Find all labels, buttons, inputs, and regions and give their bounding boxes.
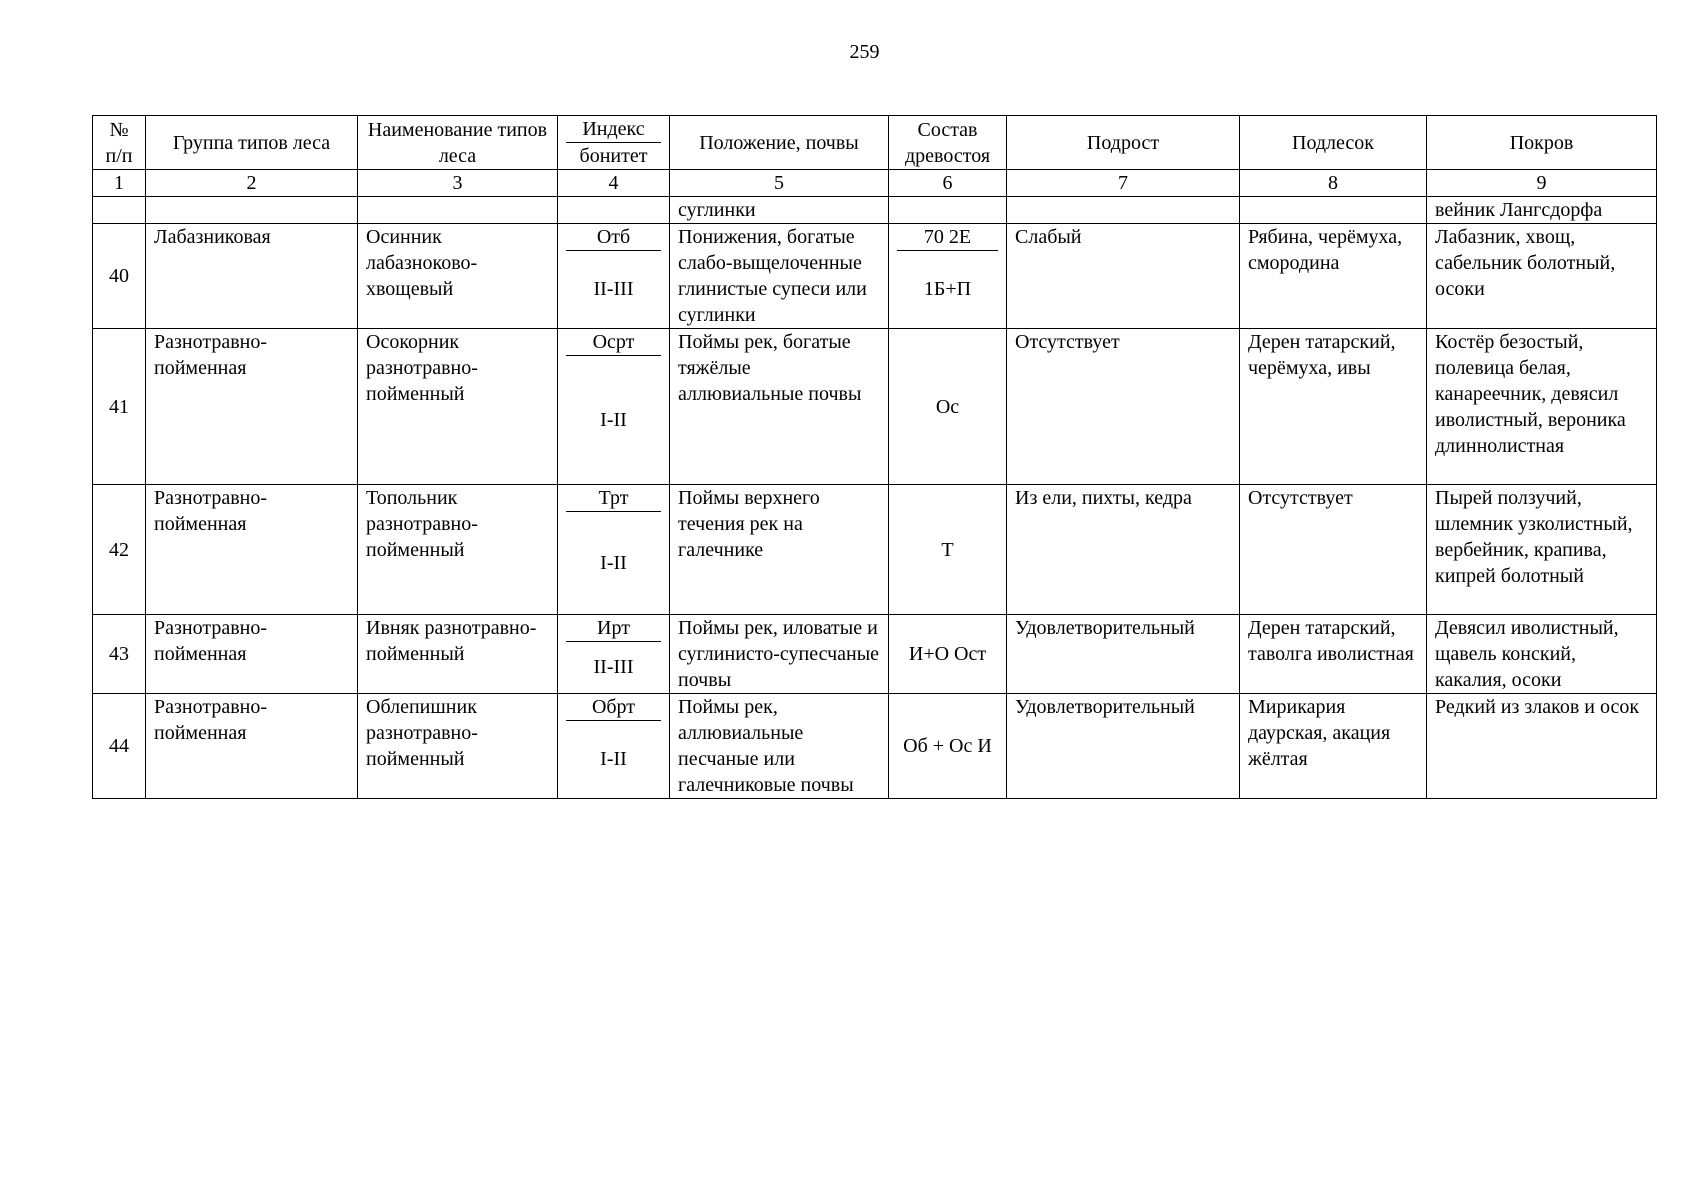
cell-number: 44 xyxy=(93,694,146,799)
cell-undergrowth: Из ели, пихты, кедра xyxy=(1007,485,1240,615)
cell-empty xyxy=(558,197,670,224)
header-group: Группа типов леса xyxy=(146,116,358,170)
cell-number: 42 xyxy=(93,485,146,615)
cell-soil: суглинки xyxy=(670,197,889,224)
header-index: Индекс xyxy=(566,116,661,143)
cell-group: Лабазниковая xyxy=(146,224,358,329)
col-number-9: 9 xyxy=(1427,170,1657,197)
cell-composition: Об + Ос И xyxy=(889,694,1007,799)
cell-type-name: Осинник лабазноково-хвощевый xyxy=(358,224,558,329)
cell-composition: И+О Ост xyxy=(889,615,1007,694)
cell-soil: Поймы верхнего течения рек на галечнике xyxy=(670,485,889,615)
cell-underbrush: Рябина, черёмуха, смородина xyxy=(1240,224,1427,329)
cell-composition xyxy=(889,224,1007,329)
cell-cover: Костёр безостый, полевица белая, канареечник, девясил иволистный, вероника длиннолистная xyxy=(1427,329,1657,485)
header-number: № п/п xyxy=(93,116,146,170)
col-number-2: 2 xyxy=(146,170,358,197)
header-soil: Положение, почвы xyxy=(670,116,889,170)
header-bonitet: бонитет xyxy=(579,145,648,167)
cell-cover: вейник Лангсдорфа xyxy=(1427,197,1657,224)
cell-number: 43 xyxy=(93,615,146,694)
cell-index-bonitet xyxy=(558,615,670,694)
table-row xyxy=(93,615,1657,694)
cell-undergrowth: Удовлетворительный xyxy=(1007,615,1240,694)
cell-type-name: Облепишник разнотравно-пойменный xyxy=(358,694,558,799)
cell-empty xyxy=(1240,197,1427,224)
cell-underbrush: Дерен татарский, таволга иволистная xyxy=(1240,615,1427,694)
col-number-4: 4 xyxy=(558,170,670,197)
cell-composition: Ос xyxy=(889,329,1007,485)
header-composition: Состав древостоя xyxy=(889,116,1007,170)
cell-empty xyxy=(93,197,146,224)
cell-index: Ирт xyxy=(566,615,661,642)
col-number-7: 7 xyxy=(1007,170,1240,197)
cell-composition-top: 70 2Е xyxy=(897,224,998,251)
cell-index: Обрт xyxy=(566,694,661,721)
col-number-6: 6 xyxy=(889,170,1007,197)
cell-soil: Поймы рек, аллювиальные песчаные или галечниковые почвы xyxy=(670,694,889,799)
cell-undergrowth: Удовлетворительный xyxy=(1007,694,1240,799)
cell-composition-bottom: 1Б+П xyxy=(923,278,972,300)
cell-index: Отб xyxy=(566,224,661,251)
cell-type-name: Ивняк разнотравно-пойменный xyxy=(358,615,558,694)
cell-underbrush: Мирикария даурская, акация жёлтая xyxy=(1240,694,1427,799)
cell-soil: Поймы рек, иловатые и суглинисто-супесчаные почвы xyxy=(670,615,889,694)
header-underbrush: Подлесок xyxy=(1240,116,1427,170)
table-row xyxy=(93,485,1657,615)
cell-bonitet: II-III xyxy=(593,278,634,300)
cell-type-name: Осокорник разнотравно-пойменный xyxy=(358,329,558,485)
cell-underbrush: Дерен татарский, черёмуха, ивы xyxy=(1240,329,1427,485)
cell-undergrowth: Слабый xyxy=(1007,224,1240,329)
col-number-1: 1 xyxy=(93,170,146,197)
cell-soil: Понижения, богатые слабо-выщелоченные глинистые супеси или суглинки xyxy=(670,224,889,329)
cell-index-bonitet xyxy=(558,329,670,485)
cell-cover: Пырей ползучий, шлемник узколистный, вербейник, крапива, кипрей болотный xyxy=(1427,485,1657,615)
cell-index: Осрт xyxy=(566,329,661,356)
cell-index-bonitet xyxy=(558,485,670,615)
cell-composition: Т xyxy=(889,485,1007,615)
cell-number: 41 xyxy=(93,329,146,485)
cell-index: Трт xyxy=(566,485,661,512)
cell-group: Разнотравно-пойменная xyxy=(146,694,358,799)
cell-underbrush: Отсутствует xyxy=(1240,485,1427,615)
column-number-row xyxy=(93,170,1657,197)
cell-bonitet: I-II xyxy=(600,748,627,770)
cell-empty xyxy=(1007,197,1240,224)
forest-types-table xyxy=(92,115,1657,799)
continuation-row xyxy=(93,197,1657,224)
cell-empty xyxy=(146,197,358,224)
col-number-8: 8 xyxy=(1240,170,1427,197)
col-number-5: 5 xyxy=(670,170,889,197)
table-row xyxy=(93,694,1657,799)
cell-cover: Редкий из злаков и осок xyxy=(1427,694,1657,799)
table-row xyxy=(93,329,1657,485)
cell-group: Разнотравно-пойменная xyxy=(146,485,358,615)
cell-bonitet: II-III xyxy=(593,656,634,678)
header-row xyxy=(93,116,1657,170)
header-type-name: Наименование типов леса xyxy=(358,116,558,170)
page-number: 259 xyxy=(849,41,880,63)
col-number-3: 3 xyxy=(358,170,558,197)
table-row xyxy=(93,224,1657,329)
cell-soil: Поймы рек, богатые тяжёлые аллювиальные почвы xyxy=(670,329,889,485)
cell-number: 40 xyxy=(93,224,146,329)
header-cover: Покров xyxy=(1427,116,1657,170)
cell-undergrowth: Отсутствует xyxy=(1007,329,1240,485)
cell-empty xyxy=(889,197,1007,224)
cell-group: Разнотравно-пойменная xyxy=(146,615,358,694)
cell-type-name: Топольник разнотравно-пойменный xyxy=(358,485,558,615)
cell-cover: Лабазник, хвощ, сабельник болотный, осоки xyxy=(1427,224,1657,329)
header-undergrowth: Подрост xyxy=(1007,116,1240,170)
cell-index-bonitet xyxy=(558,224,670,329)
cell-empty xyxy=(358,197,558,224)
cell-bonitet: I-II xyxy=(600,552,627,574)
header-index-bonitet xyxy=(558,116,670,170)
cell-index-bonitet xyxy=(558,694,670,799)
cell-bonitet: I-II xyxy=(600,409,627,431)
cell-group: Разнотравно-пойменная xyxy=(146,329,358,485)
cell-cover: Девясил иволистный, щавель конский, какалия, осоки xyxy=(1427,615,1657,694)
